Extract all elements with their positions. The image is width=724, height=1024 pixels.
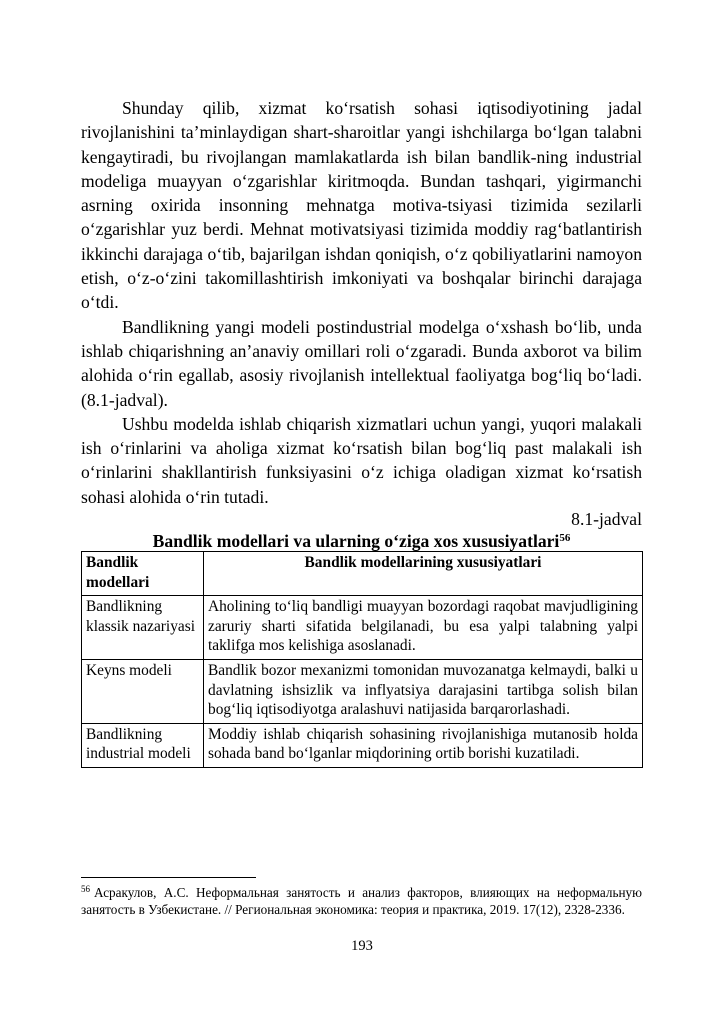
paragraph: Ushbu modelda ishlab chiqarish xizmatlari uchun yangi, yuqori malakali ish o‘rinlarini va aholiga xizmat ko‘rsatish bilan bog‘liq past malakali ish o‘rinlarini shakllantirish funksiyasini o‘z ichiga oladigan xizmat ko‘rsatish sohasi alohida o‘rin tutadi. — [81, 413, 642, 507]
footnote-separator — [81, 877, 256, 878]
table-header-row — [82, 552, 643, 596]
paragraph: Bandlikning yangi modeli postindustrial modelga o‘xshash bo‘lib, unda ishlab chiqarishning an’anaviy omillari roli o‘zgaradi. Bunda axborot va bilim alohida o‘rin egallab, asosiy rivojlanish intellektual faoliyatga bog‘liq bo‘ladi. (8.1-jadval). — [81, 316, 642, 410]
table-row — [82, 723, 643, 767]
page-number: 193 — [351, 938, 373, 954]
footnote — [81, 884, 642, 918]
table-row — [82, 596, 643, 660]
model-name-cell: Keyns modeli — [82, 659, 204, 723]
table-title — [81, 530, 642, 552]
table-title-text: Bandlik modellari va ularning o‘ziga xos xususiyatlari — [152, 531, 560, 551]
footnote-number: 56 — [81, 884, 90, 894]
model-name-cell: Bandlikning industrial modeli — [82, 723, 204, 767]
table-number-label: 8.1-jadval — [571, 509, 642, 529]
footnote-reference: 56 — [559, 532, 571, 544]
model-name-cell: Bandlikning klassik nazariyasi — [82, 596, 204, 660]
model-description-cell: Bandlik bozor mexanizmi tomonidan muvozanatga kelmaydi, balki u davlatning ishsizlik va inflyatsiya darajasini tartibga solish bilan bog‘liq iqtisodiyotga aralashuvi natijasida barqarorlashadi. — [204, 659, 643, 723]
paragraph: Shunday qilib, xizmat ko‘rsatish sohasi iqtisodiyotining jadal rivojlanishini ta’minlaydigan shart-sharoitlar yangi ishchilarga bo‘lgan talabni kengaytiradi, bu rivojlangan mamlakatlarda ish bilan bandlik-ning industrial modeliga muayyan o‘zgarishlar kiritmoqda. Bundan tashqari, yigirmanchi asrning oxirida insonning mehnatga motiva-tsiyasi tizimida sezilarli o‘zgarishlar yuz berdi. Mehnat motivatsiyasi tizimida moddiy rag‘batlantirish ikkinchi darajaga o‘tib, bajarilgan ishdan qoniqish, o‘z qobiliyatlarini namoyon etish, o‘z-o‘zini takomillashtirish imkoniyati va boshqalar birinchi darajaga o‘tdi. — [81, 98, 642, 313]
body-text — [81, 96, 642, 509]
employment-models-table — [81, 551, 643, 768]
header-cell-models: Bandlik modellari — [82, 552, 204, 596]
header-cell-features: Bandlik modellarining xususiyatlari — [204, 552, 643, 596]
footnote-text: Асракулов, А.С. Неформальная занятость и анализ факторов, влияющих на неформальную занятость в Узбекистане. // Региональная экономика: теория и практика, 2019. 17(12), 2328-2336. — [81, 885, 642, 917]
model-description-cell: Aholining to‘liq bandligi muayyan bozordagi raqobat mavjudligining zaruriy sharti sifatida belgilanadi, bu esa yalpi talabning yalpi taklifga mos kelishiga asoslanadi. — [204, 596, 643, 660]
model-description-cell: Moddiy ishlab chiqarish sohasining rivojlanishiga mutanosib holda sohada band bo‘lganlar miqdorining ortib borishi kuzatiladi. — [204, 723, 643, 767]
table-row — [82, 659, 643, 723]
